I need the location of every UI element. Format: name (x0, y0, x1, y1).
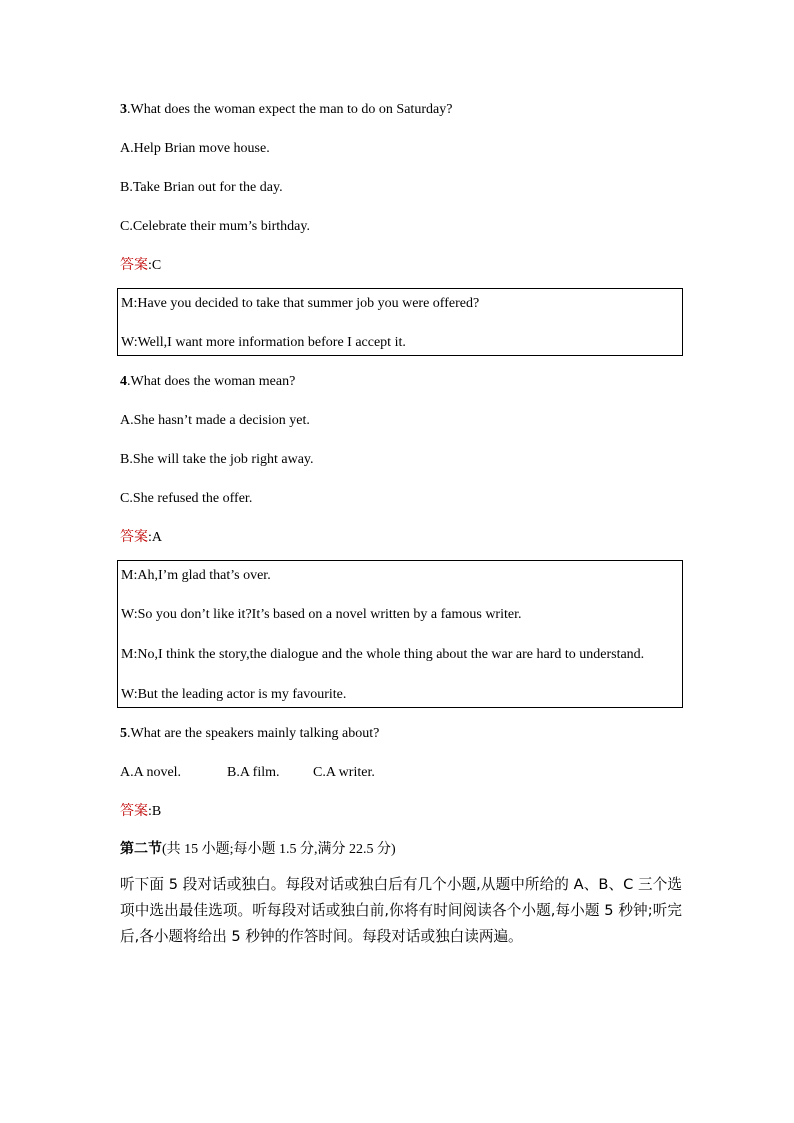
question-3-option-a: A.Help Brian move house. (120, 141, 270, 156)
section-2-title: 第二节 (120, 841, 162, 857)
question-3-option-b: B.Take Brian out for the day. (120, 180, 283, 195)
question-4-option-b: B.She will take the job right away. (120, 452, 314, 467)
transcript-box-4 (117, 288, 683, 356)
question-3-number: 3 (120, 102, 127, 117)
question-3-answer (120, 254, 682, 278)
answer-label: 答案 (120, 804, 148, 819)
question-5-answer (120, 800, 682, 824)
section-2-info: (共 15 小题;每小题 1.5 分,满分 22.5 分) (162, 842, 396, 857)
section-2-heading (120, 837, 682, 862)
transcript-line: W:Well,I want more information before I accept it. (121, 335, 406, 350)
transcript-line: W:But the leading actor is my favourite. (121, 687, 347, 702)
question-5-text: .What are the speakers mainly talking about? (127, 726, 380, 741)
question-3-stem (120, 98, 682, 122)
question-5-option-a: A.A novel. (120, 765, 182, 780)
answer-value: :B (148, 804, 162, 819)
transcript-line: M:No,I think the story,the dialogue and the whole thing about the war are hard to understand. (121, 647, 645, 662)
answer-label: 答案 (120, 258, 148, 273)
question-5-option-c: C.A writer. (313, 765, 375, 780)
question-3-text: .What does the woman expect the man to do on Saturday? (127, 102, 453, 117)
question-4-option-a: A.She hasn’t made a decision yet. (120, 413, 310, 428)
question-5-stem (120, 722, 682, 746)
question-4-option-c: C.She refused the offer. (120, 491, 253, 506)
transcript-line: W:So you don’t like it?It’s based on a novel written by a famous writer. (121, 607, 522, 622)
question-4-stem (120, 370, 682, 394)
question-4-number: 4 (120, 374, 127, 389)
document-page (120, 98, 682, 950)
answer-value: :C (148, 258, 162, 273)
question-5-options (120, 761, 682, 785)
transcript-line: M:Ah,I’m glad that’s over. (121, 568, 271, 583)
question-4-answer (120, 526, 682, 550)
answer-value: :A (148, 530, 162, 545)
transcript-line: M:Have you decided to take that summer job you were offered? (121, 296, 480, 311)
question-3-option-c: C.Celebrate their mum’s birthday. (120, 219, 310, 234)
question-5-number: 5 (120, 726, 127, 741)
answer-label: 答案 (120, 530, 148, 545)
section-2-instructions: 听下面 5 段对话或独白。每段对话或独白后有几个小题,从题中所给的 A、B、C 三个选项中选出最佳选项。听每段对话或独白前,你将有时间阅读各个小题,每小题 5 秒钟;听完后,各小题将给出 5 秒钟的作答时间。每段对话或独白读两遍。 (120, 876, 682, 945)
transcript-box-5 (117, 560, 683, 708)
question-4-text: .What does the woman mean? (127, 374, 296, 389)
question-5-option-b: B.A film. (227, 765, 280, 780)
